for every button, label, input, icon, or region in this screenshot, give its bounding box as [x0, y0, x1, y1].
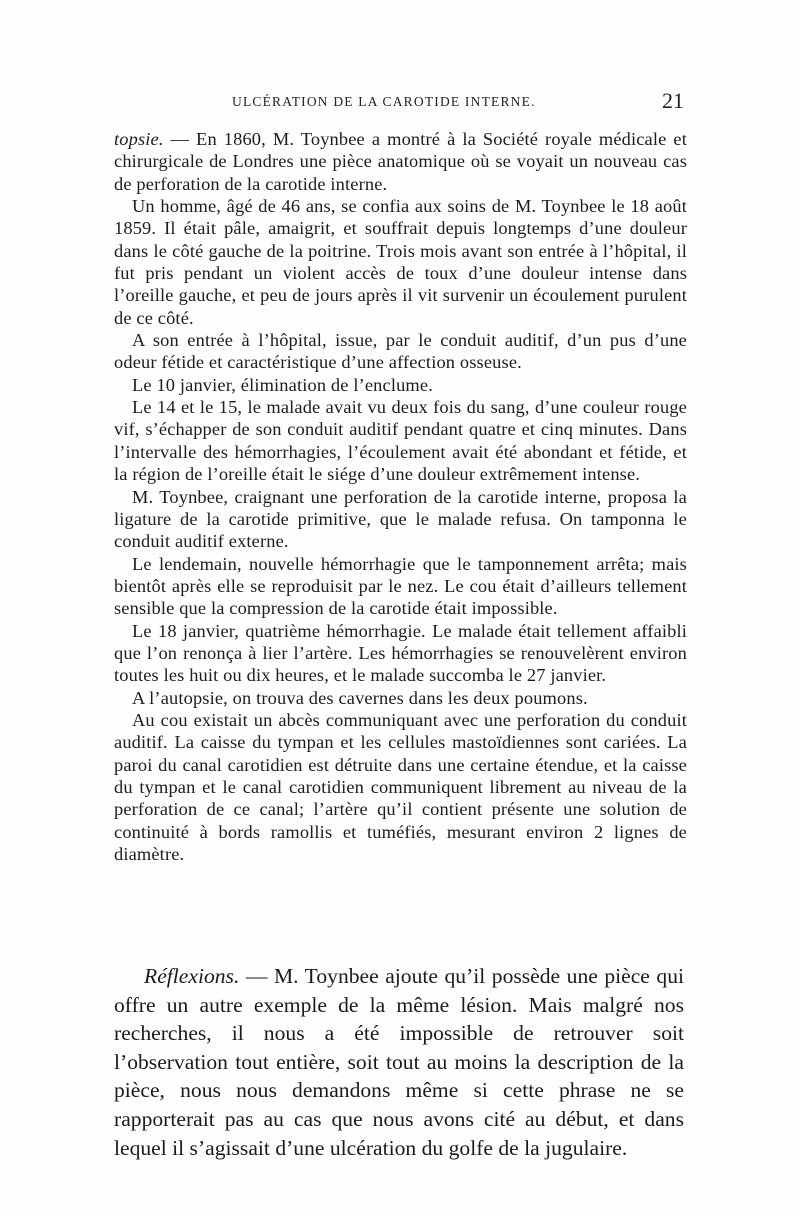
body-text — [114, 128, 687, 865]
paragraph-5: Le 14 et le 15, le malade avait vu deux fois du sang, d’une couleur rouge vif, s’échapper de son conduit auditif pendant quatre et cinq minutes. Dans l’intervalle des hémorrhagies, l’écoulement avait été abondant et fétide, et la région de l’oreille était le siége d’une douleur extrêmement intense. — [114, 397, 687, 485]
reflexions-paragraph — [114, 962, 684, 1162]
page-number: 21 — [662, 88, 684, 113]
paragraph-2: Un homme, âgé de 46 ans, se confia aux soins de M. Toynbee le 18 août 1859. Il était pâle, amaigrit, et souffrait depuis longtemps d’une douleur dans le côté gauche de la poitrine. Trois mois avant son entrée à l’hôpital, il fut pris pendant un violent accès de toux d’une douleur intense dans l’oreille gauche, et peu de jours après il vit survenir un écoulement purulent de ce côté. — [114, 196, 687, 328]
paragraph-1 — [114, 128, 687, 195]
paragraph-3: A son entrée à l’hôpital, issue, par le conduit auditif, d’un pus d’une odeur fétide et caractéristique d’une affection osseuse. — [114, 330, 687, 373]
paragraph-7: Le lendemain, nouvelle hémorrhagie que le tamponnement arrêta; mais bientôt après elle se reproduisit par le nez. Le cou était d’ailleurs tellement sensible que la compression de la carotide était impossible. — [114, 553, 687, 619]
paragraph-6: M. Toynbee, craignant une perforation de la carotide interne, proposa la ligature de la carotide primitive, que le malade refusa. On tamponna le conduit auditif externe. — [114, 486, 687, 552]
running-head — [114, 88, 684, 118]
paragraph-10: Au cou existait un abcès communiquant avec une perforation du conduit auditif. La caisse du tympan et les cellules mastoïdiennes sont cariées. La paroi du canal carotidien est détruite dans une certaine étendue, et la caisse du tympan et le canal carotidien communiquent librement au niveau de la perforation de ce canal; l’artère qu’il contient présente une solution de continuité à bords ramollis et tuméfiés, mesurant environ 2 lignes de diamètre. — [114, 709, 687, 864]
paragraph-9: A l’autopsie, on trouva des cavernes dans les deux poumons. — [132, 687, 588, 708]
paragraph-1-text: — En 1860, M. Toynbee a montré à la Société royale médicale et chirurgicale de Londres une pièce anatomique où se voyait un nouveau cas de perforation de la carotide interne. — [114, 129, 687, 194]
paragraph-4: Le 10 janvier, élimination de l’enclume. — [132, 374, 433, 395]
reflexions-section — [114, 962, 684, 1162]
reflexions-text: — M. Toynbee ajoute qu’il possède une pièce qui offre un autre exemple de la même lésion. Mais malgré nos recherches, il nous a été impossible de retrouver soit l’observation tout entière, soit tout au moins la description de la pièce, nous nous demandons même si cette phrase ne se rapporterait pas au cas que nous avons cité au début, et dans lequel il s’agissait d’une ulcération du golfe de la jugulaire. — [114, 964, 684, 1160]
reflexions-label: Réflexions. — [144, 964, 240, 988]
running-title: ULCÉRATION DE LA CAROTIDE INTERNE. — [232, 94, 536, 109]
paragraph-1-lead: topsie. — [114, 129, 164, 149]
paragraph-8: Le 18 janvier, quatrième hémorrhagie. Le malade était tellement affaibli que l’on renonça à lier l’artère. Les hémorrhagies se renouvelèrent environ toutes les huit ou dix heures, et le malade succomba le 27 janvier. — [114, 620, 687, 686]
